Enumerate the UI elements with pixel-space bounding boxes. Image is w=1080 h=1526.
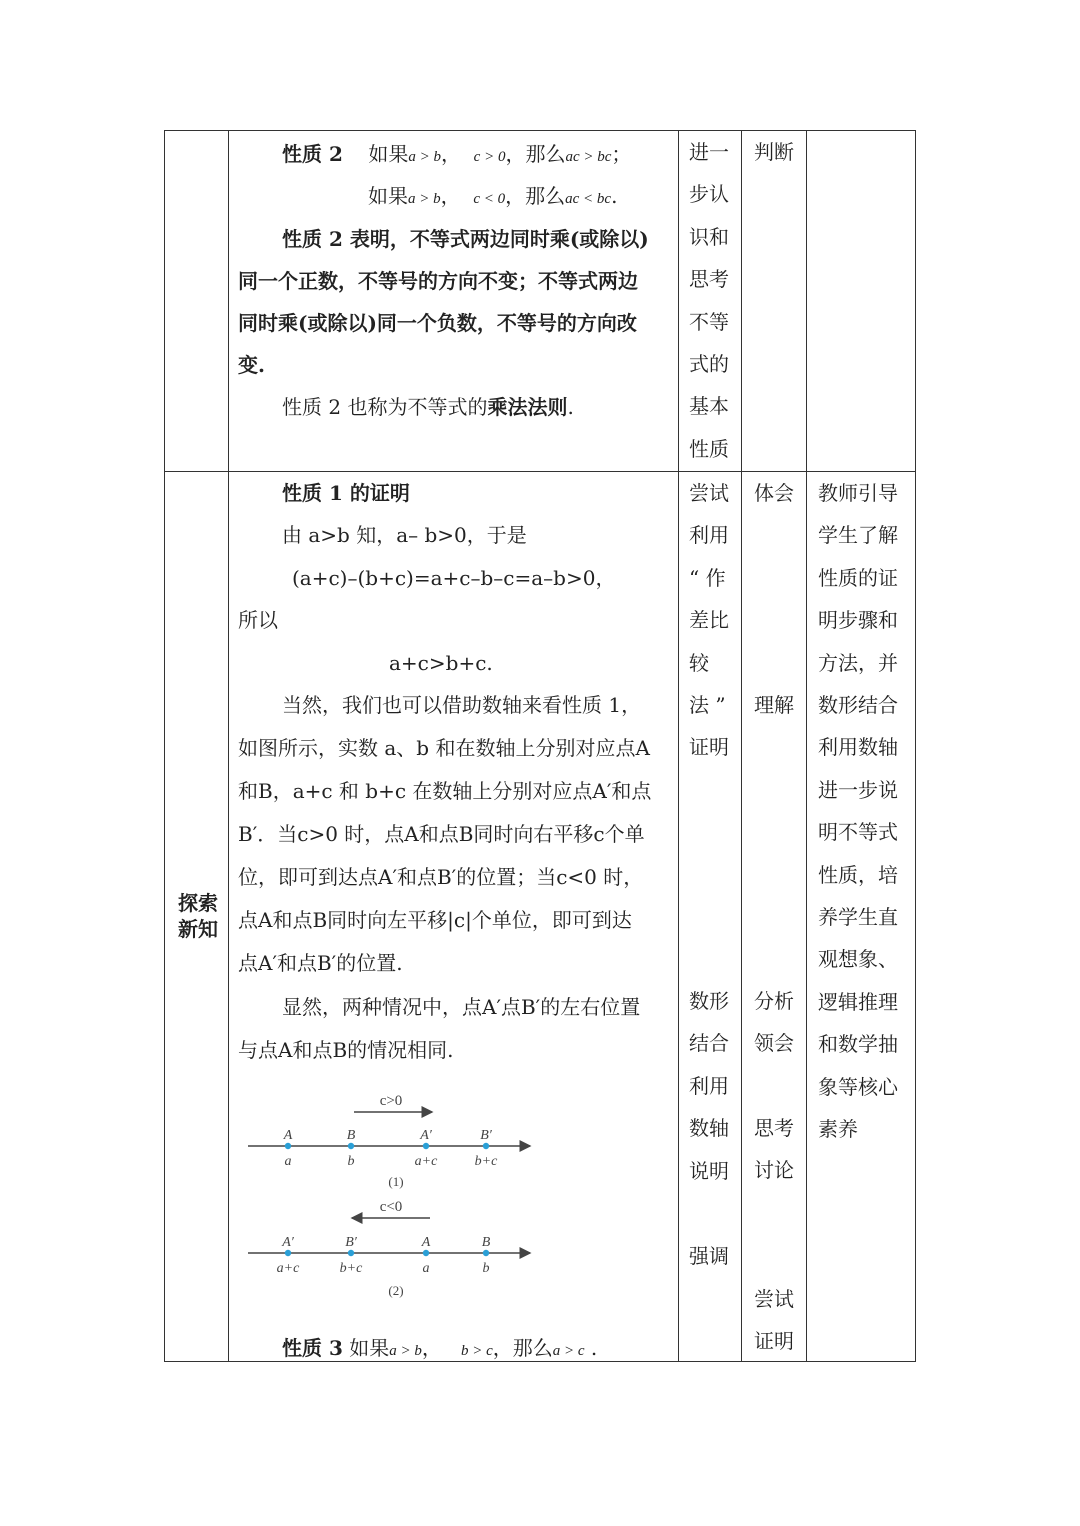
prop2-explain-line: 同一个正数，不等号的方向不变；不等式两边 [238, 269, 638, 293]
bottom-point-label: A′ [282, 1235, 294, 1250]
prop2-explain-line: 变. [238, 353, 265, 377]
top-value-label: a [284, 1154, 292, 1169]
proof1-para-line: 位，即可到达点A′和点B′的位置；当c<0 时， [238, 865, 644, 889]
row-divider [164, 471, 916, 472]
prop2-line1: 性质 2 如果a > b， c > 0，那么ac > bc； [282, 142, 632, 166]
bottom-point-label: A [421, 1235, 431, 1250]
bottom-point-label: B [481, 1235, 491, 1250]
top-point-label: B [346, 1128, 356, 1143]
top-point-label: B′ [480, 1128, 492, 1143]
row2-student-activity-a: 体会 [754, 481, 794, 505]
top-value-label: b [347, 1154, 355, 1169]
bottom-point [423, 1250, 429, 1256]
proof1-step: 由 a>b 知，a– b>0，于是 [282, 523, 527, 547]
proof1-step: 所以 [238, 608, 278, 632]
bottom-caption: (2) [388, 1283, 404, 1298]
col-divider [228, 130, 229, 1362]
col-divider [164, 130, 165, 1362]
top-point [423, 1143, 429, 1149]
bottom-point-label: B′ [345, 1235, 357, 1250]
col-divider [741, 130, 742, 1362]
row2-teacher-activity-a: 尝试 利用 “ 作 差比 较 法 ” 证明 [689, 481, 729, 760]
row2-student-activity-d: 思考 讨论 [754, 1116, 794, 1183]
top-caption: (1) [388, 1174, 404, 1189]
top-point-label: A [283, 1128, 293, 1143]
proof1-conclusion-line: 显然，两种情况中，点A′点B′的左右位置 [282, 995, 641, 1019]
row2-teacher-activity-c: 强调 [689, 1244, 729, 1268]
proof1-conclusion-line: 与点A和点B的情况相同. [238, 1038, 454, 1062]
row2-teacher-activity-b: 数形 结合 利用 数轴 说明 [689, 989, 729, 1183]
top-point-label: A′ [420, 1128, 432, 1143]
top-value-label: b+c [474, 1154, 498, 1169]
prop2-explain-line: 性质 2 表明，不等式两边同时乘(或除以) [282, 227, 649, 251]
row1-student-activity: 判断 [754, 140, 794, 164]
top-point [348, 1143, 354, 1149]
row2-student-activity-c: 分析 领会 [754, 989, 794, 1056]
proof1-para-line: 点A和点B同时向左平移|c|个单位，即可到达 [238, 908, 632, 932]
bottom-arrow-label: c<0 [379, 1199, 403, 1215]
proof1-step: (a+c)–(b+c)=a+c–b–c=a–b>0， [292, 566, 616, 590]
bottom-value-label: a [422, 1261, 430, 1276]
bottom-point [348, 1250, 354, 1256]
proof1-result: a+c>b+c. [389, 651, 493, 675]
col-divider [678, 130, 679, 1362]
row2-design-intent: 教师引导 学生了解 性质的证 明步骤和 方法，并 数形结合 利用数轴 进一步说 明不等式 性质，培 养学生直 观想象、 逻辑推理 和数学抽 象等核心 素养 [818, 481, 898, 1142]
bottom-point [483, 1250, 489, 1256]
table-border-top [164, 130, 916, 131]
number-line-figure [244, 1085, 544, 1300]
row1-teacher-activity: 进一 步认 识和 思考 不等 式的 基本 性质 [689, 140, 729, 461]
top-point [285, 1143, 291, 1149]
top-arrow-label: c>0 [379, 1093, 403, 1109]
proof1-para-line: B′．当c>0 时，点A和点B同时向右平移c个单 [238, 822, 645, 846]
row2-student-activity-e: 尝试 证明 [754, 1287, 794, 1354]
proof1-para-line: 点A′和点B′的位置. [238, 951, 403, 975]
prop2-line2: 如果a > b， c < 0，那么ac < bc. [368, 184, 618, 208]
top-point [483, 1143, 489, 1149]
proof1-title: 性质 1 的证明 [282, 481, 410, 505]
col-divider [806, 130, 807, 1362]
top-value-label: a+c [414, 1154, 438, 1169]
bottom-value-label: b [482, 1261, 490, 1276]
prop3-line: 性质 3 如果a > b， b > c，那么a > c . [282, 1336, 598, 1360]
row2-student-activity-b: 理解 [754, 693, 794, 717]
proof1-para-line: 和B，a+c 和 b+c 在数轴上分别对应点A′和点 [238, 779, 652, 803]
prop2-alias: 性质 2 也称为不等式的乘法法则. [282, 395, 574, 419]
bottom-value-label: b+c [339, 1261, 363, 1276]
bottom-point [285, 1250, 291, 1256]
lesson-table [164, 130, 916, 1362]
col-divider [915, 130, 916, 1362]
section-label: 探索新知 [178, 891, 218, 941]
prop2-explain-line: 同时乘(或除以)同一个负数，不等号的方向改 [238, 311, 637, 335]
proof1-para-line: 当然，我们也可以借助数轴来看性质 1， [282, 693, 642, 717]
proof1-para-line: 如图所示，实数 a、b 和在数轴上分别对应点A [238, 736, 650, 760]
bottom-value-label: a+c [276, 1261, 300, 1276]
